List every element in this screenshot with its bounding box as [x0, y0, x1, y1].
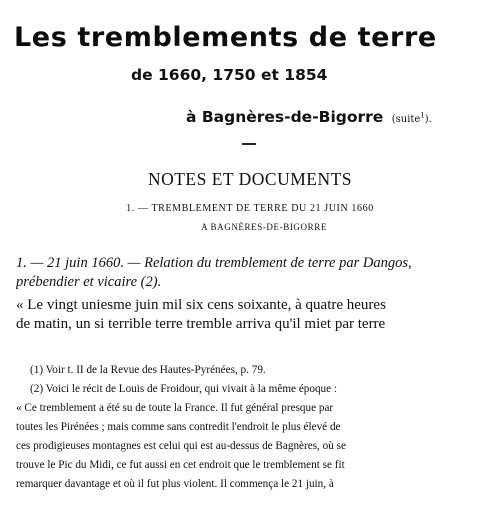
footnote-2: (2) Voici le récit de Louis de Froidour, qui vivait à la même époque :: [30, 383, 338, 395]
suite-footnote-mark: 1: [420, 111, 425, 120]
body-line-4: de matin, un si terrible terre tremble arriva qu'il miet par terre: [16, 316, 386, 332]
separator-dash: [242, 143, 256, 145]
footnote-line-3: « Ce tremblement a été su de toute la France. Il fut général presque par: [16, 402, 334, 414]
footnote-line-5: ces prodigieuses montagnes est celui qui est au-dessus de Bagnères, où se: [16, 440, 346, 452]
body-line-1: 1. — 21 juin 1660. — Relation du tremblement de terre par Dangos,: [16, 255, 412, 271]
footnote-line-7: remarquer davantage et où il fut plus violent. Il commença le 21 juin, à: [16, 478, 334, 490]
section-heading-2: A BAGNÈRES-DE-BIGORRE: [201, 222, 327, 232]
footnote-line-4: toutes les Pirénées ; mais comme sans contredit l'endroit le plus élevé de: [16, 421, 341, 433]
body-line-3: « Le vingt uniesme juin mil six cens soixante, à quatre heures: [16, 297, 386, 313]
footnote-line-6: trouve le Pic du Midi, ce fut aussi en cet endroit que le tremblement se fit: [16, 459, 345, 471]
suite-label: (suite: [391, 114, 421, 125]
article-title: Les tremblements de terre: [14, 22, 437, 53]
suite-note: [391, 111, 432, 125]
section-heading-1: 1. — TREMBLEMENT DE TERRE DU 21 JUIN 1660: [126, 203, 374, 214]
article-subtitle: de 1660, 1750 et 1854: [131, 66, 328, 84]
section-title: NOTES ET DOCUMENTS: [147, 169, 353, 189]
suite-close: ).: [424, 114, 432, 125]
footnote-1: (1) Voir t. II de la Revue des Hautes-Pyrénées, p. 79.: [30, 364, 266, 376]
location-text: à Bagnères-de-Bigorre: [186, 108, 384, 126]
body-line-2: prébendier et vicaire (2).: [16, 274, 162, 290]
article-location: [186, 108, 432, 126]
